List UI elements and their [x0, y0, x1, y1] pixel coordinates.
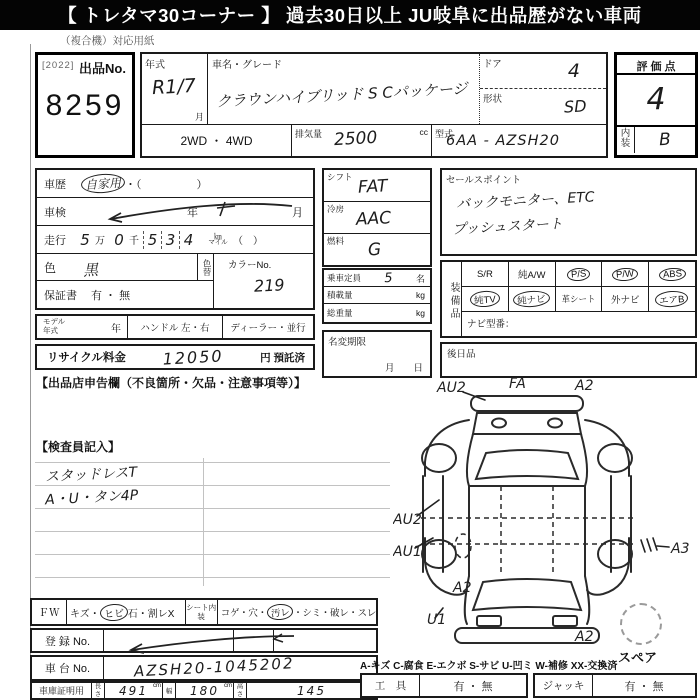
registration-label: 登 録 No.: [32, 630, 104, 651]
equipment-item-pw: P/W: [612, 267, 639, 282]
car-history-value: 自家用: [80, 172, 125, 194]
mileage-man-digit: 5: [80, 230, 90, 249]
mileage-sen-digit: 0: [114, 230, 124, 249]
load-unit: kg: [416, 290, 425, 300]
tool-label: 工 具: [362, 675, 420, 696]
inspector-area: [35, 454, 390, 594]
weight-label: 総重量: [327, 307, 353, 318]
color-value: 黒: [82, 260, 99, 280]
garage-width-value: 180: [190, 683, 219, 698]
recycle-label: リサイクル料金: [47, 352, 126, 364]
diagram-label-bottom: A2: [575, 629, 594, 645]
fuel-label: 燃料: [327, 236, 345, 246]
model-code-value: 6AA - AZSH20: [446, 133, 560, 149]
garage-length-label: 長さ: [92, 683, 105, 698]
diagram-label-rear-left: A2: [453, 580, 472, 596]
garage-length-unit: cm: [153, 683, 161, 689]
shape-label: 形状: [483, 94, 503, 105]
model-code-cell: [432, 125, 606, 156]
equipment-item-extnavi: 外ナビ: [611, 295, 640, 306]
inspection-year-unit: 年: [187, 207, 198, 219]
color-no-label: カラーNo.: [228, 260, 272, 271]
sales-point-label: セールスポイント: [446, 175, 522, 186]
mileage-digit-1: 5: [143, 231, 161, 249]
mileage-unit-paren: （ ）: [233, 236, 263, 247]
rating-label: 評 価 点: [617, 55, 695, 75]
shift-label: シフト: [327, 172, 353, 182]
car-history-label: 車歴: [44, 178, 66, 191]
navi-model-label: ナビ型番：: [467, 319, 515, 330]
jack-label: ジャッキ: [535, 675, 593, 696]
garage-height-label: 高さ: [234, 683, 247, 698]
jack-options: 有 ・ 無: [624, 680, 664, 693]
capacity-label: 乗車定員: [327, 273, 362, 283]
weight-unit: kg: [416, 307, 425, 318]
registration-cell-3: [274, 630, 376, 651]
damage-code-legend: A-キズ C-腐食 E-エクボ S-サビ U-凹ミ W-補修 XX-交換済: [360, 661, 618, 672]
car-damage-diagram: [393, 376, 700, 646]
sales-point-line2: プッシュスタート: [451, 216, 564, 238]
mileage-digit-2: 3: [161, 231, 179, 249]
mileage-unit-mile: マイル: [208, 239, 228, 246]
garage-width-unit: cm: [224, 683, 232, 689]
year-cell: [142, 54, 208, 124]
name-value: クラウンハイブリッド S Cパッケージ: [215, 79, 468, 111]
model-year-label: モデル年式: [43, 317, 66, 335]
door-label: ドア: [483, 59, 502, 70]
car-history-suffix: ・（ ）: [125, 178, 208, 191]
drive-cell: 2WD ・ 4WD: [142, 125, 292, 156]
fuel-value: G: [367, 239, 382, 261]
name-change-box: [322, 330, 432, 378]
model-year-unit: 年: [111, 323, 121, 335]
tool-box: [360, 673, 528, 698]
capacity-box: [322, 268, 432, 324]
warranty-options: 有 ・ 無: [91, 289, 131, 302]
model-year-row: [35, 314, 315, 340]
diagram-label-top-right: A2: [575, 378, 594, 394]
diagram-label-top-center: FA: [509, 376, 526, 392]
mileage-unit-km: ㎞: [214, 231, 222, 241]
sales-point-line1: バックモニター、ETC: [455, 189, 596, 213]
interior-label: 内装: [617, 127, 635, 153]
spare-tire-circle: [620, 603, 662, 645]
equipment-item-navi: 純ナビ: [513, 290, 551, 309]
diagram-label-top-left: AU2: [437, 380, 466, 396]
displacement-label: 排気量: [295, 129, 323, 139]
mileage-sen-unit: 千: [129, 236, 139, 247]
capacity-unit: 名: [415, 273, 425, 284]
chassis-row: [30, 655, 378, 681]
mileage-digit-3: 4: [179, 231, 197, 249]
equipment-item-sr: S/R: [476, 268, 493, 280]
color-label: 色: [44, 261, 57, 275]
handle-cell: ハンドル 左・右: [127, 316, 222, 338]
equipment-box: [440, 260, 697, 338]
recycle-unit: 円 預託済: [260, 351, 305, 364]
equipment-item-aw: 純A/W: [517, 270, 546, 281]
lot-label: 出品No.: [79, 61, 126, 76]
name-change-label: 名変期限: [328, 337, 367, 348]
year-month-suffix: 月: [194, 112, 204, 122]
interior-value: B: [658, 129, 672, 151]
banner-title: 【 トレタマ30コーナー 】 過去30日以上 JU岐阜に出品歴がない車両: [58, 5, 642, 26]
diagram-label-rear-left-lower: U1: [427, 612, 447, 628]
inspector-title: 【検査員記入】: [36, 440, 121, 454]
door-shape-cell: [480, 54, 606, 124]
banner: [0, 0, 700, 30]
tool-options: 有 ・ 無: [453, 680, 493, 693]
vehicle-table: [140, 52, 608, 158]
mileage-label: 走行: [44, 234, 66, 247]
history-table: [35, 168, 315, 310]
paper-note: （複合機）対応用紙: [60, 35, 155, 47]
spare-tire-label: スペア: [618, 650, 658, 665]
name-cell: [208, 54, 480, 124]
load-label: 積載量: [327, 290, 353, 300]
inspection-label: 車検: [44, 206, 66, 219]
model-code-label: 型式: [435, 129, 454, 139]
fw-circled-option: ヒビ: [99, 603, 128, 622]
shift-box: [322, 168, 432, 267]
name-label: 車名・グレード: [212, 60, 282, 71]
registration-cell-1: [104, 630, 234, 651]
equipment-item-ps: P/S: [566, 267, 590, 282]
year-value: R1/7: [151, 74, 197, 100]
seat-circled-option: 汚レ: [266, 603, 293, 621]
seller-note-label: 【出品店申告欄（不良箇所・欠品・注意事項等）】: [36, 376, 307, 390]
chassis-label: 車 台 No.: [32, 657, 104, 679]
year-label: 年式: [145, 60, 165, 71]
diagram-label-mid-left: AU2: [393, 512, 422, 528]
ac-label: 冷房: [327, 204, 345, 214]
sales-point-box: [440, 168, 697, 256]
garage-width-label: 幅: [163, 683, 176, 698]
fw-label: ＦＷ: [32, 600, 67, 624]
inspector-line1: スタッドレスT: [44, 464, 138, 486]
displacement-unit: cc: [419, 127, 428, 137]
color-change-label: 色替: [197, 254, 213, 280]
displacement-cell: [292, 125, 432, 156]
garage-height-value: 145: [297, 683, 326, 698]
seat-opt1: コゲ・穴・: [220, 608, 267, 619]
lot-number: 8259: [45, 89, 125, 122]
chassis-value: AZSH20-1045202: [133, 654, 295, 681]
fw-opt1: キズ・: [69, 608, 100, 620]
garage-label: 車庫証明用: [32, 683, 92, 698]
inspection-month-unit: 月: [292, 207, 303, 219]
dealer-cell: ディーラー・並行: [222, 316, 313, 338]
shift-value: FAT: [357, 176, 389, 198]
diagram-label-right: A3: [671, 541, 690, 557]
recycle-value: 12050: [162, 345, 224, 369]
equipment-item-airbag: エアB: [655, 290, 689, 308]
later-items-box: [440, 342, 697, 378]
equipment-item-abs: ABS: [658, 267, 686, 282]
fw-damage-row: [30, 598, 378, 626]
capacity-value: 5: [383, 270, 394, 286]
mileage-man-unit: 万: [95, 236, 105, 247]
diagram-label-lower-left: AU1: [393, 544, 422, 560]
rating-box: [614, 52, 698, 158]
rating-score: 4: [646, 82, 666, 117]
color-no-value: 219: [253, 275, 286, 296]
equipment-label: 装備品: [442, 262, 462, 336]
lot-year-stamp: [2022]: [42, 60, 75, 71]
door-value: 4: [567, 60, 580, 82]
seat-opt2: ・シミ・破レ・スレ: [293, 608, 376, 619]
registration-cell-2: [234, 630, 274, 651]
seat-interior-label: シート内装: [185, 600, 218, 624]
garage-row: [30, 681, 378, 700]
registration-row: [30, 628, 378, 653]
recycle-row: [35, 344, 315, 370]
equipment-item-leather: 革シート: [561, 294, 596, 304]
lot-box: [35, 52, 135, 158]
later-items-label: 後日品: [447, 349, 476, 360]
fw-opt2: 石・割レX: [127, 608, 175, 620]
ac-value: AAC: [355, 208, 392, 230]
jack-box: [533, 673, 697, 698]
inspector-line2: A・U・タン4P: [44, 487, 139, 509]
warranty-label: 保証書: [44, 289, 77, 302]
shape-value: SD: [563, 96, 587, 117]
equipment-item-tv: 純TV: [470, 290, 501, 308]
garage-length-value: 491: [119, 683, 148, 698]
displacement-value: 2500: [333, 127, 378, 151]
name-change-units: 月 日: [384, 363, 423, 374]
